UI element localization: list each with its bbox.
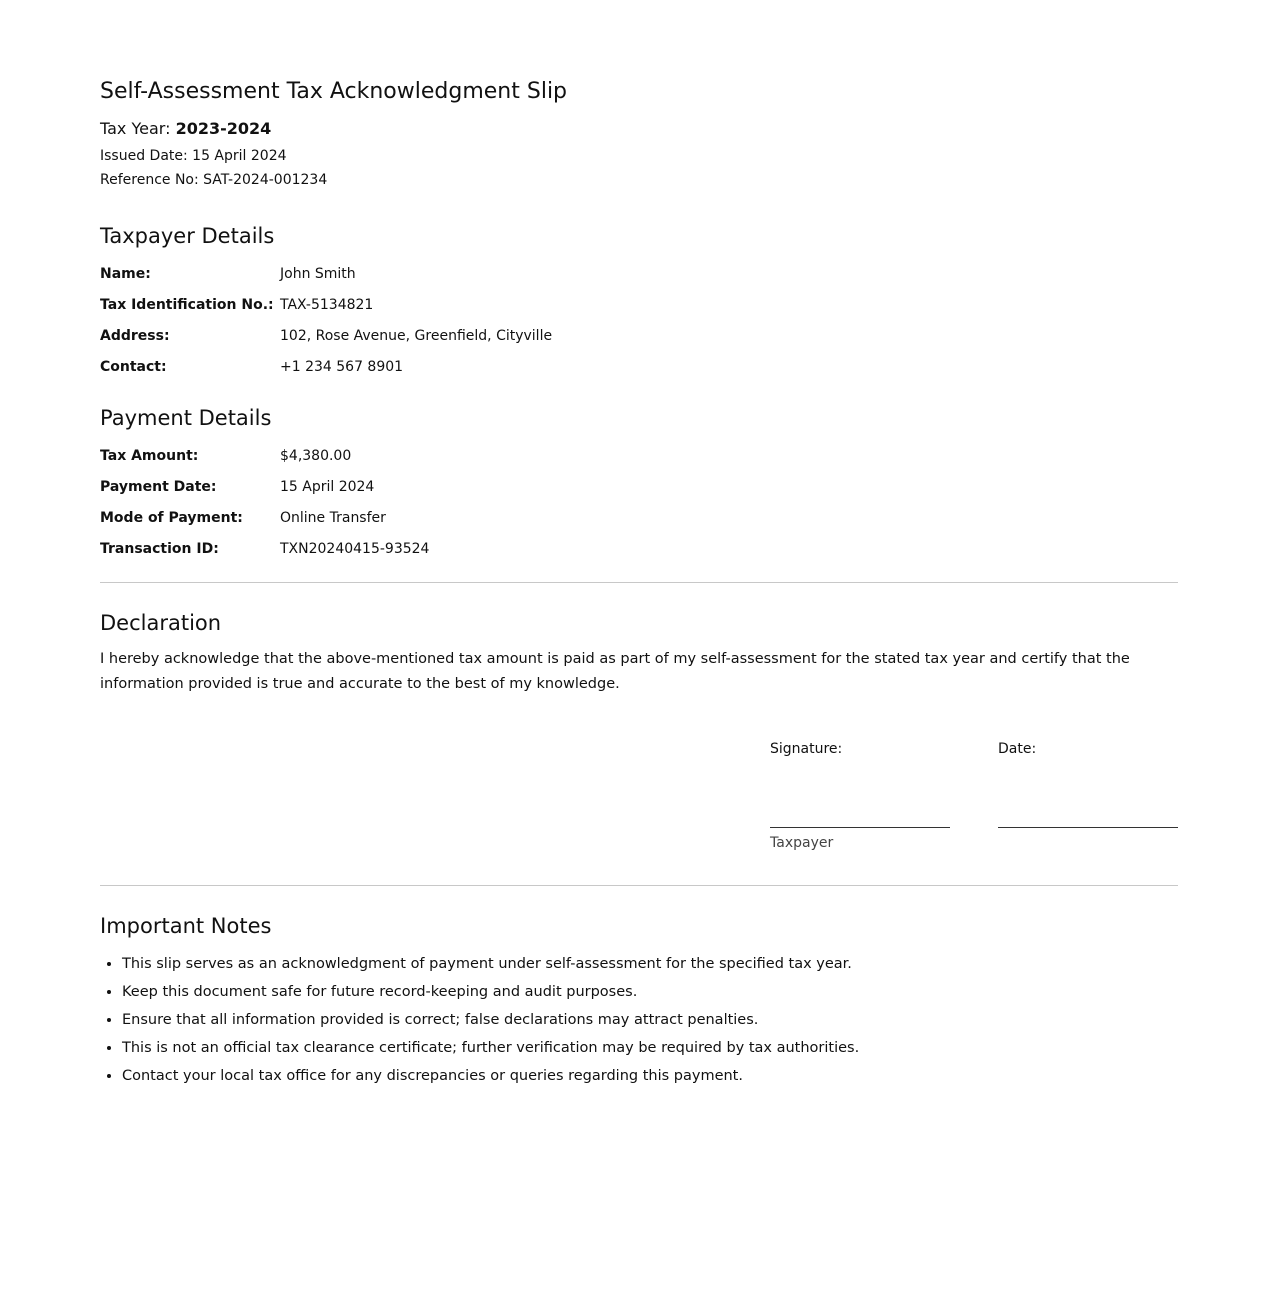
taxpayer-row-contact — [100, 351, 1178, 382]
payment-row-amount — [100, 440, 1178, 471]
date-label: Date: — [998, 741, 1037, 757]
declaration-text: I hereby acknowledge that the above-mentioned tax amount is paid as part of my self-assessment for the stated tax year and certify that the information provided is true and accurate to the best of my knowledge. — [100, 651, 1130, 692]
taxpayer-row-name — [100, 258, 1178, 289]
reference-number: Reference No: SAT-2024-001234 — [100, 172, 328, 188]
taxpayer-details-heading: Taxpayer Details — [100, 224, 275, 248]
document-title: Self-Assessment Tax Acknowledgment Slip — [100, 79, 568, 104]
taxpayer-row-address — [100, 320, 1178, 351]
list-item: • Ensure that all information provided is correct; false declarations may attract penalties. — [122, 1006, 1178, 1034]
tax-year-value: 2023-2024 — [175, 119, 272, 138]
field-value: John Smith — [280, 265, 356, 282]
field-label: Address: — [100, 327, 170, 344]
payment-row-mode — [100, 502, 1178, 533]
field-value: 15 April 2024 — [280, 478, 375, 495]
date-block — [998, 739, 1178, 828]
list-item: • This slip serves as an acknowledgment of payment under self-assessment for the specified tax year. — [122, 950, 1178, 978]
tax-year-line — [100, 118, 1178, 140]
field-value: TXN20240415-93524 — [280, 540, 430, 557]
list-item: • Keep this document safe for future record-keeping and audit purposes. — [122, 978, 1178, 1006]
signature-label: Signature: — [770, 741, 843, 757]
document-content — [100, 78, 1178, 1090]
field-label: Mode of Payment: — [100, 509, 243, 526]
field-value: Online Transfer — [280, 509, 386, 526]
date-line[interactable] — [998, 827, 1178, 828]
payment-row-date — [100, 471, 1178, 502]
payment-details-table — [100, 440, 1178, 564]
field-label: Tax Amount: — [100, 447, 199, 464]
section-divider — [100, 885, 1178, 886]
field-label: Tax Identification No.: — [100, 296, 274, 313]
field-value: $4,380.00 — [280, 447, 352, 464]
field-label: Payment Date: — [100, 478, 217, 495]
payment-row-transaction — [100, 533, 1178, 564]
taxpayer-details-table — [100, 258, 1178, 382]
taxpayer-row-tin — [100, 289, 1178, 320]
signature-area — [100, 697, 1178, 885]
field-value: +1 234 567 8901 — [280, 358, 404, 375]
field-value: TAX-5134821 — [280, 296, 374, 313]
signature-block — [770, 739, 950, 853]
issued-date: Issued Date: 15 April 2024 — [100, 148, 287, 164]
field-label: Transaction ID: — [100, 540, 219, 557]
signature-caption: Taxpayer — [770, 835, 834, 851]
field-label: Contact: — [100, 358, 167, 375]
list-item: • This is not an official tax clearance certificate; further verification may be required by tax authorities. — [122, 1034, 1178, 1062]
list-item: • Contact your local tax office for any discrepancies or queries regarding this payment. — [122, 1062, 1178, 1090]
tax-year-label: Tax Year: — [100, 119, 171, 138]
field-value: 102, Rose Avenue, Greenfield, Cityville — [280, 327, 553, 344]
signature-line[interactable] — [770, 827, 950, 828]
field-label: Name: — [100, 265, 151, 282]
important-notes-heading: Important Notes — [100, 914, 272, 938]
payment-details-heading: Payment Details — [100, 406, 272, 430]
notes-list — [100, 950, 1178, 1090]
declaration-heading: Declaration — [100, 611, 222, 635]
section-divider — [100, 582, 1178, 583]
